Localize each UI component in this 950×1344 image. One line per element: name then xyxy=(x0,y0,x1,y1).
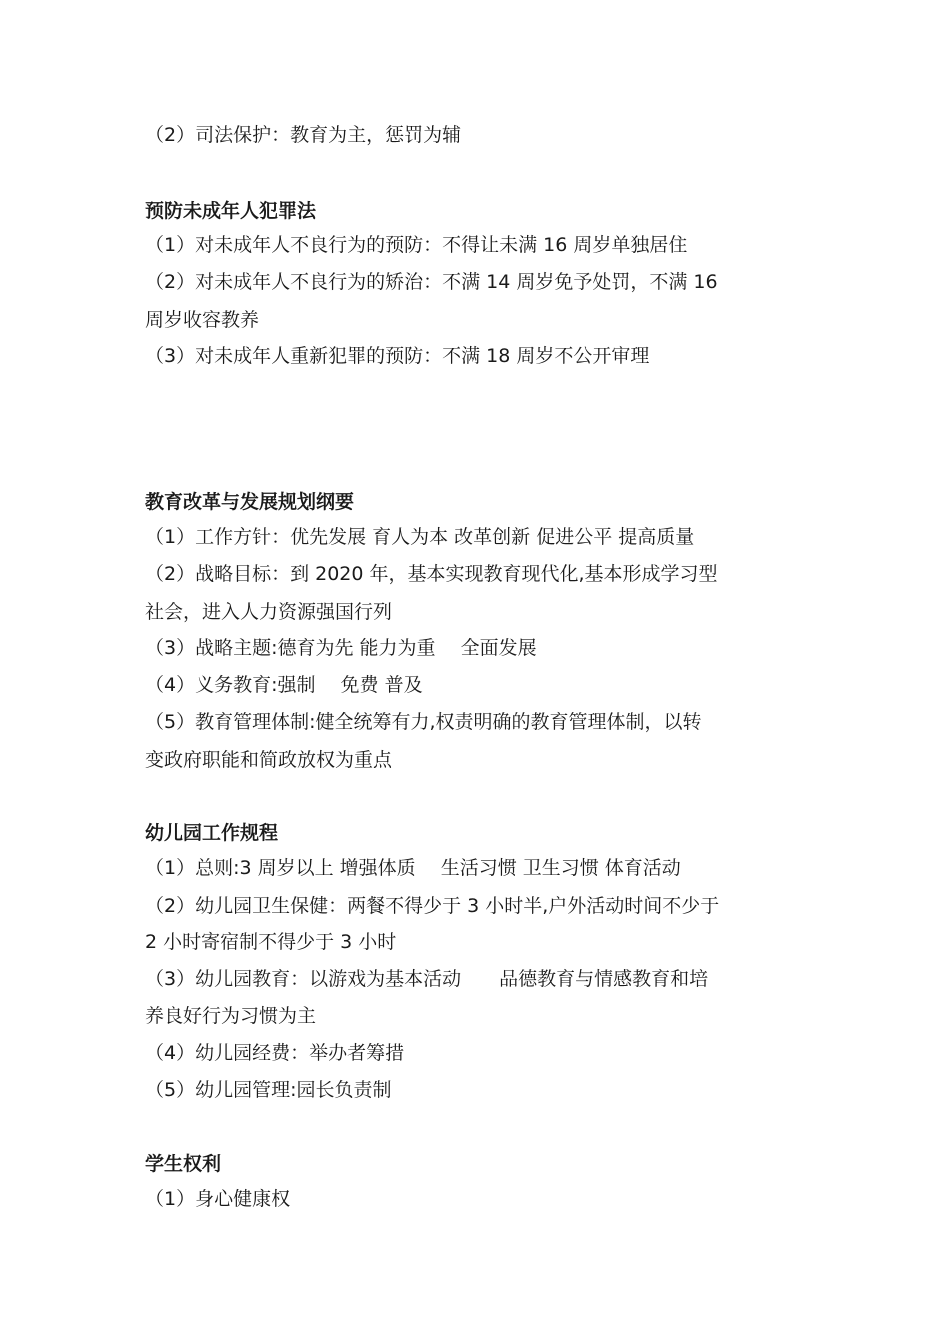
text-line: （4）幼儿园经费：举办者筹措 xyxy=(145,1042,405,1064)
text-line: 养良好行为习惯为主 xyxy=(145,1005,317,1027)
text-line: （2）幼儿园卫生保健：两餐不得少于 3 小时半,户外活动时间不少于 xyxy=(145,895,720,917)
text-line: （3）幼儿园教育：以游戏为基本活动 品德教育与情感教育和培 xyxy=(145,968,709,990)
section-heading: 预防未成年人犯罪法 xyxy=(145,200,317,222)
text-line: （5）教育管理体制:健全统筹有力,权责明确的教育管理体制，以转 xyxy=(145,711,702,733)
text-line: （1）身心健康权 xyxy=(145,1188,291,1210)
text-line: （1）对未成年人不良行为的预防：不得让未满 16 周岁单独居住 xyxy=(145,234,688,256)
text-line: （1）工作方针：优先发展 育人为本 改革创新 促进公平 提高质量 xyxy=(145,526,695,548)
section-heading: 教育改革与发展规划纲要 xyxy=(145,491,355,513)
text-line: （2）战略目标：到 2020 年，基本实现教育现代化,基本形成学习型 xyxy=(145,563,718,585)
text-line: （4）义务教育:强制 免费 普及 xyxy=(145,674,423,696)
text-line: 社会，进入人力资源强国行列 xyxy=(145,601,393,623)
text-line: 2 小时寄宿制不得少于 3 小时 xyxy=(145,931,397,953)
text-line: （1）总则:3 周岁以上 增强体质 生活习惯 卫生习惯 体育活动 xyxy=(145,857,681,879)
text-line: （5）幼儿园管理:园长负责制 xyxy=(145,1079,392,1101)
text-line: （3）对未成年人重新犯罪的预防：不满 18 周岁不公开审理 xyxy=(145,345,650,367)
text-line: （2）司法保护：教育为主，惩罚为辅 xyxy=(145,124,462,146)
section-heading: 学生权利 xyxy=(145,1153,222,1175)
text-line: 周岁收容教养 xyxy=(145,309,260,331)
text-line: （2）对未成年人不良行为的矫治：不满 14 周岁免予处罚，不满 16 xyxy=(145,271,718,293)
text-line: 变政府职能和简政放权为重点 xyxy=(145,749,393,771)
section-heading: 幼儿园工作规程 xyxy=(145,822,279,844)
text-line: （3）战略主题:德育为先 能力为重 全面发展 xyxy=(145,637,537,659)
